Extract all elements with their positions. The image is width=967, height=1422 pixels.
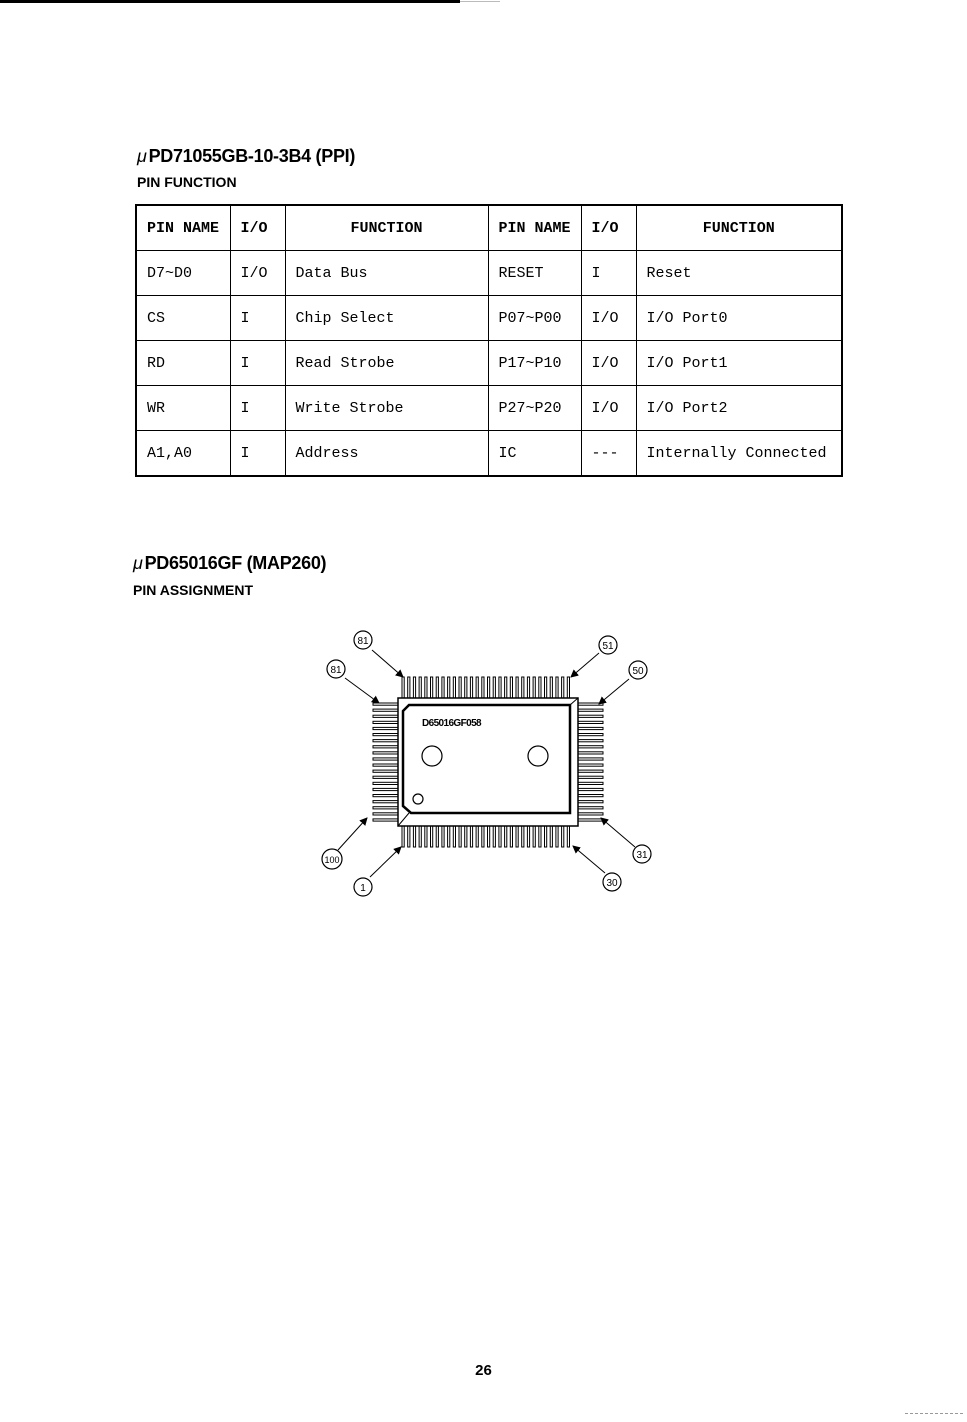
pin-lead: [373, 764, 398, 766]
pin-lead: [516, 677, 518, 698]
pin-lead: [408, 826, 410, 847]
pin-lead: [373, 770, 398, 772]
cell-io: I: [230, 386, 285, 431]
pin-lead: [373, 715, 398, 717]
pin-lead: [482, 826, 484, 847]
cell-pin-name: RD: [136, 341, 230, 386]
pin-lead: [373, 819, 398, 821]
pin-lead: [545, 826, 547, 847]
table-row: [136, 251, 842, 296]
table-row: [136, 296, 842, 341]
pin-lead: [373, 746, 398, 748]
pin-lead: [436, 826, 438, 847]
pin-lead: [402, 826, 404, 847]
mu-symbol: μ: [137, 146, 147, 166]
cell-io: I/O: [230, 251, 285, 296]
section1-title: [137, 146, 355, 167]
pin-lead: [562, 826, 564, 847]
section1-subtitle: PIN FUNCTION: [137, 174, 237, 190]
pin-lead: [408, 677, 410, 698]
top-pins: [402, 677, 570, 698]
pin-lead: [373, 703, 398, 705]
cell-function: Data Bus: [285, 251, 488, 296]
pin-lead: [578, 715, 603, 717]
pin-lead: [373, 801, 398, 803]
cell-pin-name: A1,A0: [136, 431, 230, 477]
cell-io: I: [230, 296, 285, 341]
pin-lead: [470, 677, 472, 698]
pin-lead: [373, 807, 398, 809]
pin-lead: [578, 721, 603, 723]
cell-function: I/O Port0: [636, 296, 842, 341]
pin-label-31: 31: [636, 850, 648, 861]
pin-lead: [578, 746, 603, 748]
pin-lead: [373, 776, 398, 778]
pin-lead: [373, 721, 398, 723]
header-pin-name-2: PIN NAME: [488, 205, 581, 251]
pin-lead: [578, 770, 603, 772]
pin-lead: [556, 826, 558, 847]
pin-lead: [419, 826, 421, 847]
pin-lead: [453, 677, 455, 698]
pin-lead: [545, 677, 547, 698]
pin-lead: [578, 752, 603, 754]
callout-line: [573, 846, 605, 873]
pin-lead: [402, 677, 404, 698]
pin-lead: [465, 677, 467, 698]
cell-pin-name: WR: [136, 386, 230, 431]
pin-lead: [373, 758, 398, 760]
top-rule-fade: [460, 1, 500, 2]
pin-lead: [499, 826, 501, 847]
pin-lead: [527, 826, 529, 847]
cell-function: Internally Connected: [636, 431, 842, 477]
pin-lead: [578, 758, 603, 760]
cell-pin-name: D7~D0: [136, 251, 230, 296]
pin-lead: [578, 795, 603, 797]
cell-io: I/O: [581, 296, 636, 341]
section1-title-text: PD71055GB-10-3B4 (PPI): [148, 146, 356, 166]
pin-lead: [578, 734, 603, 736]
pin-lead: [556, 677, 558, 698]
cell-io: ---: [581, 431, 636, 477]
header-io: I/O: [230, 205, 285, 251]
cell-io: I/O: [581, 341, 636, 386]
pin-lead: [373, 813, 398, 815]
cell-io: I: [230, 341, 285, 386]
pin-lead: [539, 677, 541, 698]
table-header-row: [136, 205, 842, 251]
pin-lead: [578, 727, 603, 729]
pin-lead: [373, 795, 398, 797]
top-rule: [0, 0, 460, 3]
pin-lead: [373, 709, 398, 711]
callout-line: [571, 653, 599, 677]
pin-lead: [459, 677, 461, 698]
cell-function: I/O Port1: [636, 341, 842, 386]
pin-lead: [373, 788, 398, 790]
pin-lead: [476, 826, 478, 847]
bottom-pins: [402, 826, 570, 847]
pin-lead: [505, 826, 507, 847]
cell-function: Chip Select: [285, 296, 488, 341]
callout-line: [372, 650, 403, 677]
pin-lead: [488, 677, 490, 698]
pin-lead: [425, 677, 427, 698]
pin-lead: [516, 826, 518, 847]
qfp-chip-diagram: [315, 625, 665, 905]
header-pin-name: PIN NAME: [136, 205, 230, 251]
cell-function: Read Strobe: [285, 341, 488, 386]
pin-lead: [373, 727, 398, 729]
pin-label-1: 1: [360, 883, 366, 894]
pin-label-100: 100: [324, 855, 340, 865]
cell-io: I: [230, 431, 285, 477]
pin-lead: [373, 740, 398, 742]
section2-subtitle: PIN ASSIGNMENT: [133, 582, 254, 598]
table-row: [136, 386, 842, 431]
callout-line: [345, 678, 379, 703]
pin-lead: [482, 677, 484, 698]
pin-lead: [413, 826, 415, 847]
right-pins: [578, 703, 603, 821]
pin-lead: [578, 764, 603, 766]
pin-label-30: 30: [606, 878, 618, 889]
pin-lead: [431, 677, 433, 698]
pin-lead: [510, 826, 512, 847]
pin-label-51: 51: [602, 641, 614, 652]
pin-lead: [413, 677, 415, 698]
pin-lead: [373, 782, 398, 784]
pin-lead: [373, 734, 398, 736]
pin-lead: [550, 826, 552, 847]
header-function-2: FUNCTION: [636, 205, 842, 251]
chip-marking: D65016GF058: [422, 718, 482, 729]
callout-line: [601, 818, 635, 847]
pin-lead: [522, 677, 524, 698]
callout-line: [599, 679, 629, 704]
pin-label-81-left: 81: [330, 665, 342, 676]
pin-lead: [470, 826, 472, 847]
cell-function: I/O Port2: [636, 386, 842, 431]
pin-lead: [578, 813, 603, 815]
pin-lead: [493, 677, 495, 698]
pin-lead: [578, 709, 603, 711]
table-row: [136, 341, 842, 386]
pin-lead: [499, 677, 501, 698]
pin-lead: [419, 677, 421, 698]
pin-lead: [493, 826, 495, 847]
pin-lead: [431, 826, 433, 847]
pin-lead: [425, 826, 427, 847]
pin-lead: [476, 677, 478, 698]
pin-lead: [448, 677, 450, 698]
pin-lead: [567, 677, 569, 698]
pin-lead: [578, 819, 603, 821]
pin-lead: [459, 826, 461, 847]
cell-pin-name: IC: [488, 431, 581, 477]
cell-pin-name: CS: [136, 296, 230, 341]
cell-pin-name: RESET: [488, 251, 581, 296]
pin-lead: [578, 776, 603, 778]
pin-lead: [578, 801, 603, 803]
table-row: [136, 431, 842, 477]
pin-lead: [527, 677, 529, 698]
pin-lead: [442, 677, 444, 698]
pin-lead: [442, 826, 444, 847]
callout-line: [370, 847, 401, 877]
page-number: 26: [475, 1362, 492, 1379]
pin-lead: [578, 788, 603, 790]
cell-function: Write Strobe: [285, 386, 488, 431]
pin-lead: [522, 826, 524, 847]
section2-title-text: PD65016GF (MAP260): [144, 553, 327, 573]
mu-symbol: μ: [133, 553, 143, 573]
pin-function-table: [135, 204, 843, 477]
section2-title: [133, 553, 326, 574]
pin-lead: [578, 740, 603, 742]
pin-lead: [539, 826, 541, 847]
cell-function: Reset: [636, 251, 842, 296]
pin-lead: [505, 677, 507, 698]
pin-label-81-top: 81: [357, 636, 369, 647]
pin-lead: [436, 677, 438, 698]
cell-pin-name: P07~P00: [488, 296, 581, 341]
cell-io: I: [581, 251, 636, 296]
pin-lead: [578, 782, 603, 784]
pin-lead: [533, 677, 535, 698]
header-io-2: I/O: [581, 205, 636, 251]
cell-pin-name: P17~P10: [488, 341, 581, 386]
pin-lead: [510, 677, 512, 698]
corner-dashes: [905, 1413, 963, 1414]
pin-label-50: 50: [632, 666, 644, 677]
pin-lead: [453, 826, 455, 847]
left-pins: [373, 703, 398, 821]
pin-lead: [448, 826, 450, 847]
pin-lead: [465, 826, 467, 847]
header-function: FUNCTION: [285, 205, 488, 251]
cell-io: I/O: [581, 386, 636, 431]
cell-pin-name: P27~P20: [488, 386, 581, 431]
cell-function: Address: [285, 431, 488, 477]
pin-lead: [578, 807, 603, 809]
pin-lead: [533, 826, 535, 847]
pin-lead: [562, 677, 564, 698]
pin-lead: [567, 826, 569, 847]
pin-lead: [550, 677, 552, 698]
callout-line: [338, 818, 367, 850]
pin-lead: [488, 826, 490, 847]
pin-lead: [373, 752, 398, 754]
